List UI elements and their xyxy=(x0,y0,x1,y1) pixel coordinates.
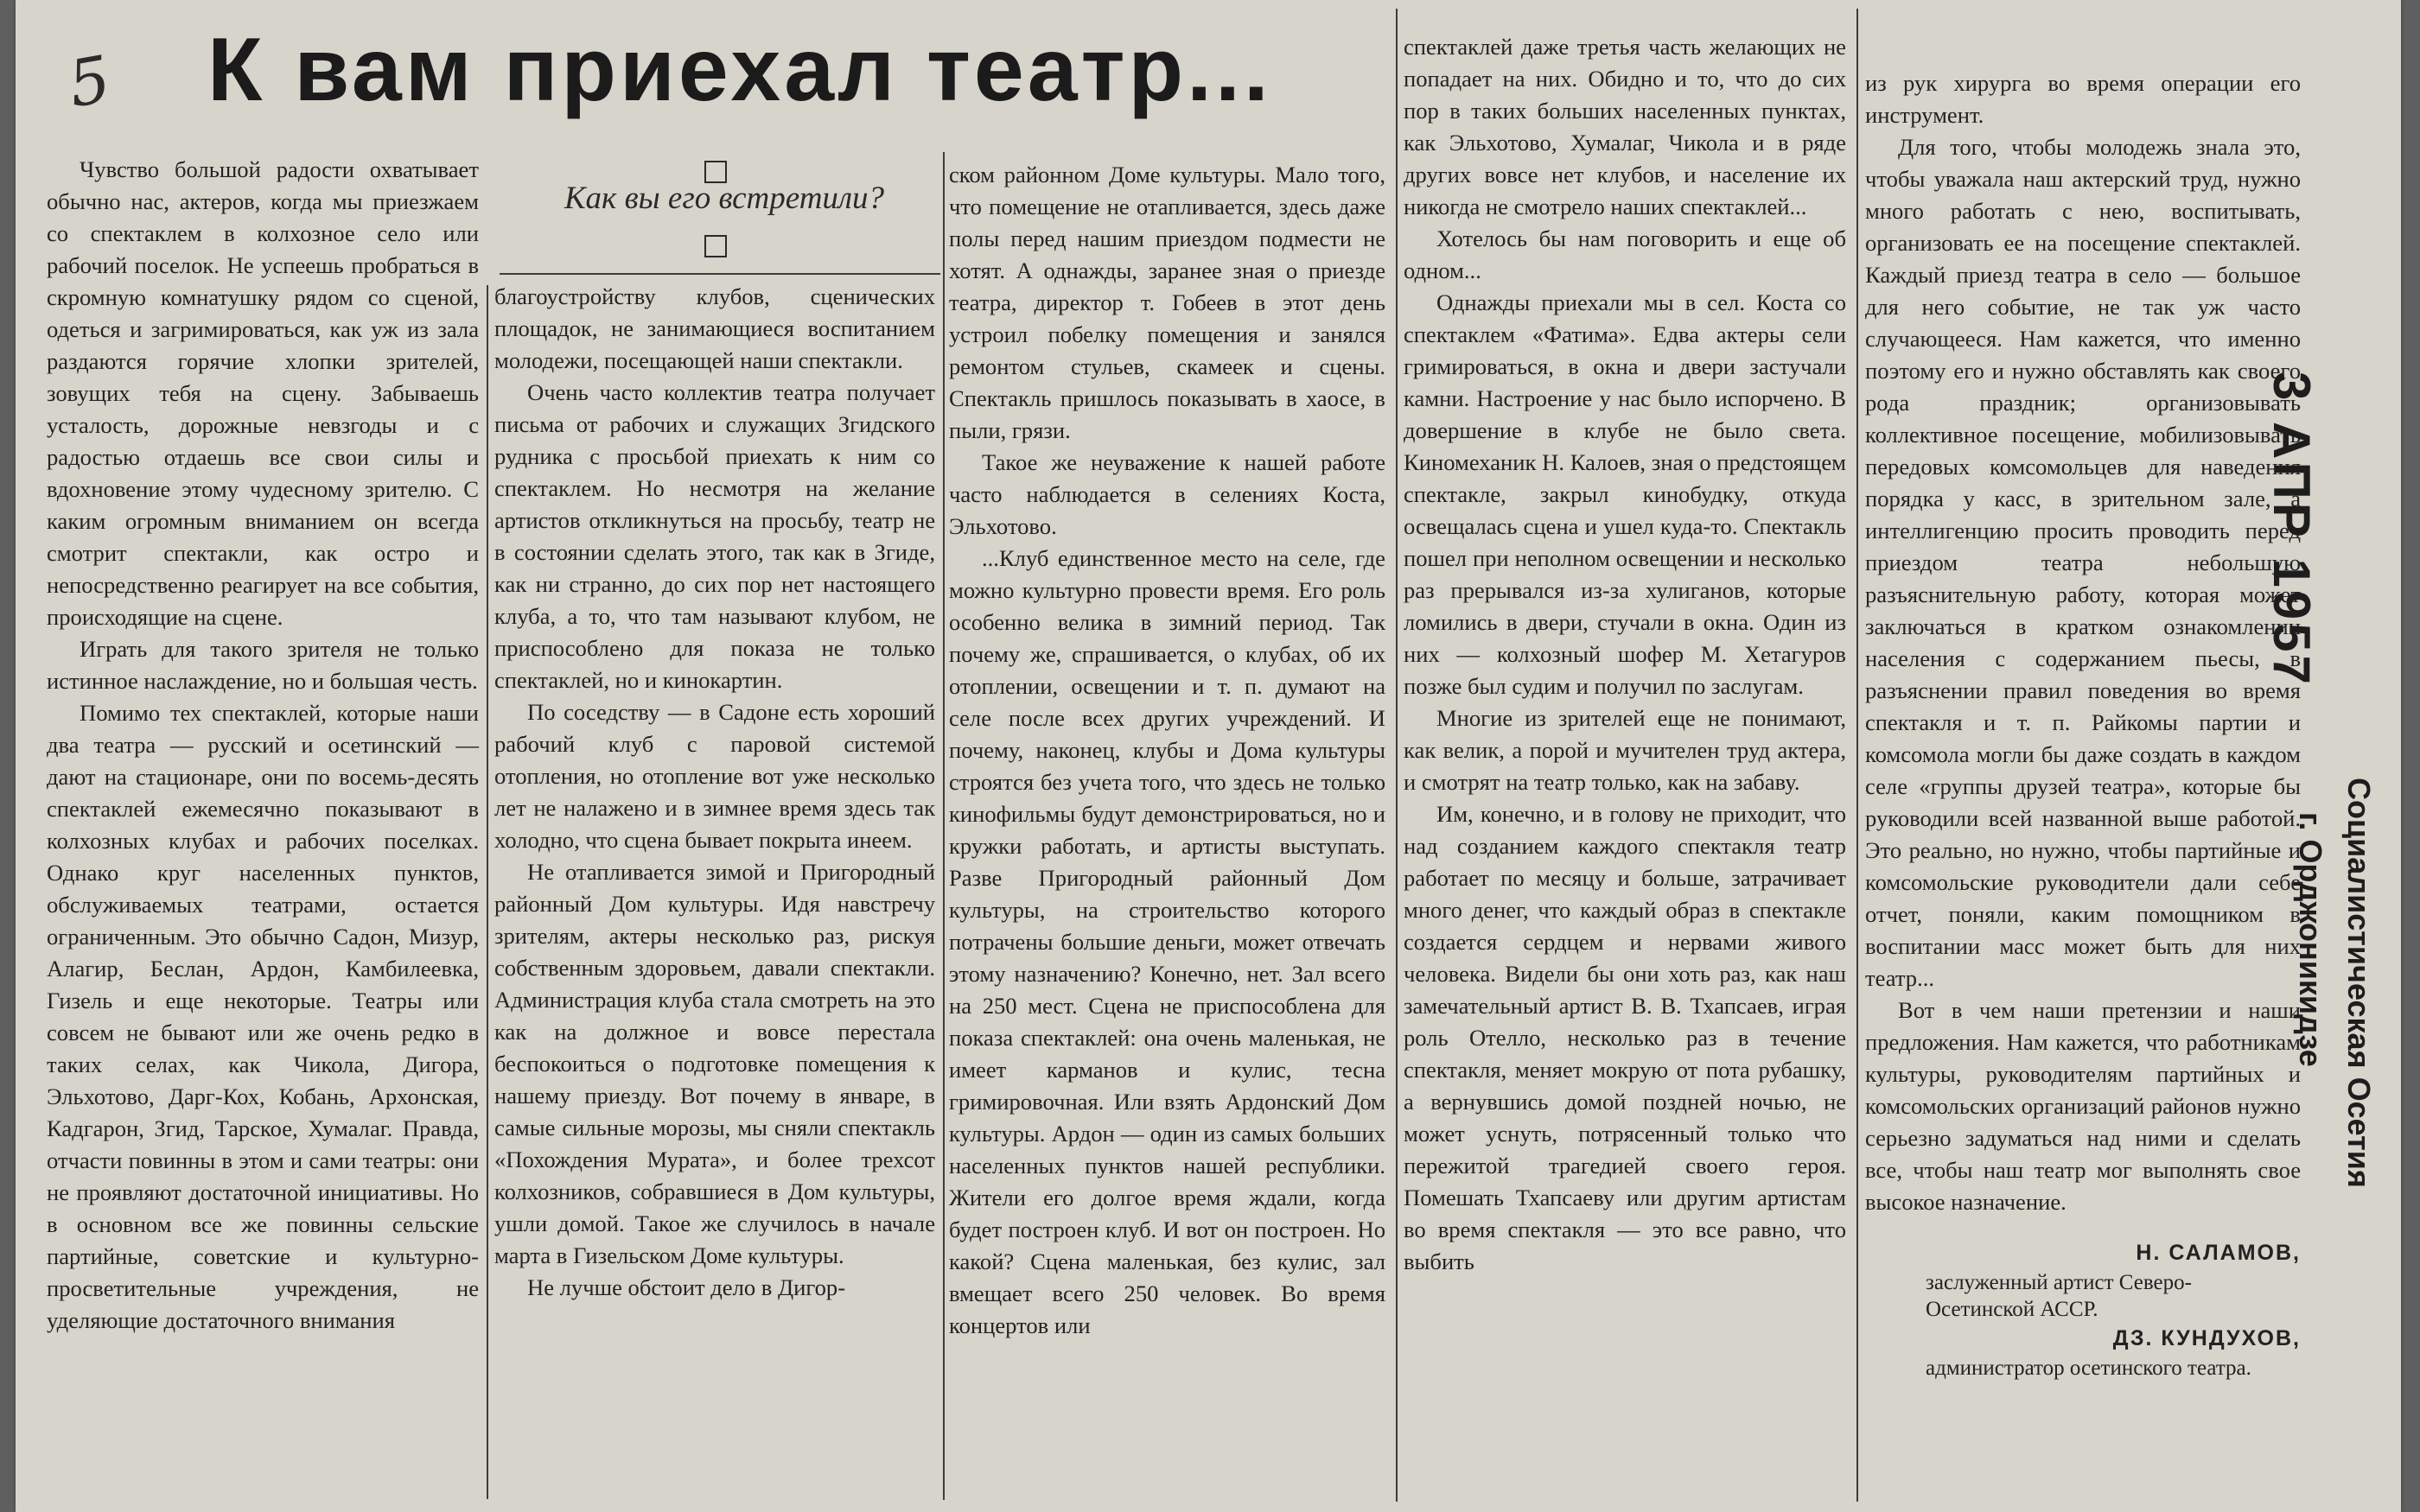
column-divider xyxy=(487,285,488,1499)
newspaper-clipping xyxy=(16,0,2401,1512)
paragraph: Хотелось бы нам поговорить и еще об одном... xyxy=(1404,226,1846,283)
column-divider xyxy=(1856,9,1858,1502)
article-column-2 xyxy=(494,281,935,1304)
paragraph: ском районном Доме культуры. Мало того, что помещение не отапливается, здесь даже полы перед нашим приездом подмести не хотят. А однажды, заранее зная о приезде театра, директор т. Гобеев в этот день устроил побелку помещения и занялся ремонтом стульев, скамеек и сцены. Спектакль пришлось показывать в хаосе, в пыли, грязи. xyxy=(949,162,1385,443)
paragraph: Играть для такого зрителя не только истинное наслаждение, но и большая честь. xyxy=(47,636,479,694)
paragraph: Не лучше обстоит дело в Дигор- xyxy=(527,1274,846,1300)
paragraph: Такое же неуважение к нашей работе часто наблюдается в селениях Коста, Эльхотово. xyxy=(949,449,1385,539)
handwritten-number: 5 xyxy=(62,41,117,123)
date-stamp: 3 АПР 1957 xyxy=(2263,372,2321,688)
paragraph: спектаклей даже третья часть желающих не попадает на них. Обидно и то, что до сих пор в таких больших населенных пунктах, как Эльхотово, Хумалаг, Чикола и в ряде других вовсе нет клубов, и население их никогда не смотрело наших спектаклей... xyxy=(1404,34,1846,219)
column-divider xyxy=(1396,9,1398,1502)
decorative-square-icon xyxy=(704,235,727,257)
paragraph: благоустройству клубов, сценических площадок, не занимающиеся воспитанием молодежи, посещающей наши спектакли. xyxy=(494,283,935,373)
paragraph: По соседству — в Садоне есть хороший рабочий клуб с паровой системой отопления, но отопление вот уже несколько лет не налажено и в зимнее время здесь так холодно, что сцена бывает покрыта инеем. xyxy=(494,699,935,853)
article-column-1 xyxy=(47,154,479,1337)
source-city: г. Орджоникидзе xyxy=(2293,812,2328,1067)
paragraph: Вот в чем наши претензии и наши предложения. Нам кажется, что работникам культуры, руководителям партийных и комсомольских организаций районов нужно серьезно задуматься над ними и сделать все, чтобы наш театр мог выполнять свое высокое назначение. xyxy=(1865,997,2301,1215)
source-newspaper: Социалистическая Осетия xyxy=(2341,778,2377,1188)
author-name: ДЗ. КУНДУХОВ, xyxy=(2112,1326,2301,1350)
paragraph: Помимо тех спектаклей, которые наши два театра — русский и осетинский — дают на стационаре, они по восемь-десять спектаклей ежемесячно показывают в колхозных клубах и рабочих поселках. Однако круг населенных пунктов, обслуживаемых театрами, остается ограниченным. Это обычно Садон, Мизур, Алагир, Беслан, Ардон, Камбилеевка, Гизель и еще некоторые. Театры или совсем не бывают или же очень редко в таких селах, как Чикола, Дигора, Эльхотово, Дарг-Кох, Кобань, Архонская, Кадгарон, Згид, Тарское, Хумалаг. Правда, отчасти повинны в этом и сами театры: они не проявляют достаточной инициативы. Но в основном все же повинны сельские партийные, советские и культурно-просветительные учреждения, не уделяющие достаточного внимания xyxy=(47,700,479,1333)
author-title: администратор осетинского театра. xyxy=(1926,1356,2251,1380)
signature-block xyxy=(1865,1237,2301,1382)
paragraph: из рук хирурга во время операции его инструмент. xyxy=(1865,70,2301,128)
paragraph: Однажды приехали мы в сел. Коста со спектаклем «Фатима». Едва актеры сели гримироваться, в окна и двери застучали камни. Настроение у нас было испорчено. В довершение в клубе не было света. Киномеханик Н. Калоев, зная о предстоящем спектакле, закрыл кинобудку, откуда освещалась сцена и ушел куда-то. Спектакль пошел при неполном освещении и несколько раз прерывался из-за хулиганов, которые ломились в двери, стучали в окна. Один из них — колхозный шофер М. Хетагуров позже был судим и получил по заслугам. xyxy=(1404,289,1846,699)
paragraph: Для того, чтобы молодежь знала это, чтобы уважала наш актерский труд, нужно много работать с нею, воспитывать, организовать ее на посещение спектаклей. Каждый приезд театра в село — большое для него событие, не так уж часто случающееся. Нам кажется, что именно поэтому его и нужно обставлять как своего рода праздник; организовывать коллективное посещение, мобилизовывать передовых комсомольцев для наведения порядка у касс, в зрительном зале, а интеллигенцию просить проводить перед приездом театра небольшую разъяснительную работу, которая может заключаться в кратком ознакомлении населения с содержанием пьесы, в разъяснении правил поведения во время спектакля и т. п. Райкомы партии и комсомола могли бы даже создать в каждом селе «группы друзей театра», которые бы руководили всей названной выше работой. Это реально, но нужно, чтобы партийные и комсомольские руководители дали себе отчет, поняли, каким помощником в воспитании масс может быть для них театр... xyxy=(1865,134,2301,991)
article-column-4 xyxy=(1404,31,1846,1278)
paragraph: Им, конечно, и в голову не приходит, что над созданием каждого спектакля театр работает по месяцу и больше, затрачивает много денег, что каждый образ в спектакле создается сердцем и нервами живого человека. Видели бы они хоть раз, как наш замечательный артист В. В. Тхапсаев, играя роль Отелло, несколько раз в течение спектакля, меняет мокрую от пота рубашку, а вернувшись домой поздней ночью, не может уснуть, потрясенный только что пережитой трагедией своего героя. Помешать Тхапсаеву или другим артистам во время спектакля — это все равно, что выбить xyxy=(1404,801,1846,1274)
author-title: заслуженный артист Северо-Осетинской АССР. xyxy=(1926,1271,2192,1321)
paragraph: Не отапливается зимой и Пригородный районный Дом культуры. Идя навстречу зрителям, актеры несколько раз, рискуя собственным здоровьем, давали спектакли. Администрация клуба стала смотреть на это как на должное и вовсе перестала беспокоиться о подготовке помещения к нашему приезду. Вот почему в январе, в самые сильные морозы, мы сняли спектакль «Похождения Мурата», и более трехсот колхозников, собравшиеся в Дом культуры, ушли домой. Такое же случилось в начале марта в Гизельском Доме культуры. xyxy=(494,859,935,1268)
paragraph: Многие из зрителей еще не понимают, как велик, а порой и мучителен труд актера, и смотрят на театр только, как на забаву. xyxy=(1404,705,1846,795)
author-name: Н. САЛАМОВ, xyxy=(2136,1241,2301,1265)
paragraph: Очень часто коллектив театра получает письма от рабочих и служащих Згидского рудника с просьбой приехать к ним со спектаклем. Но несмотря на желание артистов откликнуться на просьбу, театр не в состоянии сделать этого, так как в Згиде, как ни странно, до сих пор нет настоящего клуба, а то, что там называют клубом, не приспособлено для показа не только спектаклей, но и кинокартин. xyxy=(494,379,935,693)
subhead-divider xyxy=(500,273,940,275)
article-column-5 xyxy=(1865,67,2301,1382)
headline: К вам приехал театр... xyxy=(207,20,1272,120)
paragraph: ...Клуб единственное место на селе, где можно культурно провести время. Его роль особенно велика в зимний период. Так почему же, спрашивается, о клубах, об их отоплении, освещении и т. п. думают на селе после всех других учреждений. И почему, наконец, клубы и Дома культуры строятся без учета того, что здесь не только кинофильмы будут демонстрироваться, но и кружки работать, и артисты выступать. Разве Пригородный районный Дом культуры, на строительство которого потрачены большие деньги, может отвечать этому назначению? Конечно, нет. Зал всего на 250 мест. Сцена не приспособлена для показа спектаклей: она очень маленькая, не имеет карманов и кулис, тесна гримировочная. Или взять Ардонский Дом культуры. Ардон — один из самых больших населенных пунктов нашей республики. Жители его долгое время ждали, когда будет построен клуб. И вот он построен. Но какой? Сцена маленькая, без кулис, зал вмещает всего 250 человек. Во время концертов или xyxy=(949,545,1385,1338)
article-column-3 xyxy=(949,159,1385,1342)
column-divider xyxy=(943,152,945,1500)
subheadline: Как вы его встретили? xyxy=(564,181,885,216)
paragraph: Чувство большой радости охватывает обычно нас, актеров, когда мы приезжаем со спектаклем в колхозное село или рабочий поселок. Не успеешь пробраться в скромную комнатушку рядом со сценой, одеться и загримироваться, как уж из зала раздаются горячие хлопки зрителей, зовущих тебя на сцену. Забываешь усталость, дорожные невзгоды и с радостью отдаешь все свои силы и вдохновение этому чудесному зрителю. С каким огромным вниманием он всегда смотрит спектакли, как остро и непосредственно реагирует на все события, происходящие на сцене. xyxy=(47,156,479,630)
